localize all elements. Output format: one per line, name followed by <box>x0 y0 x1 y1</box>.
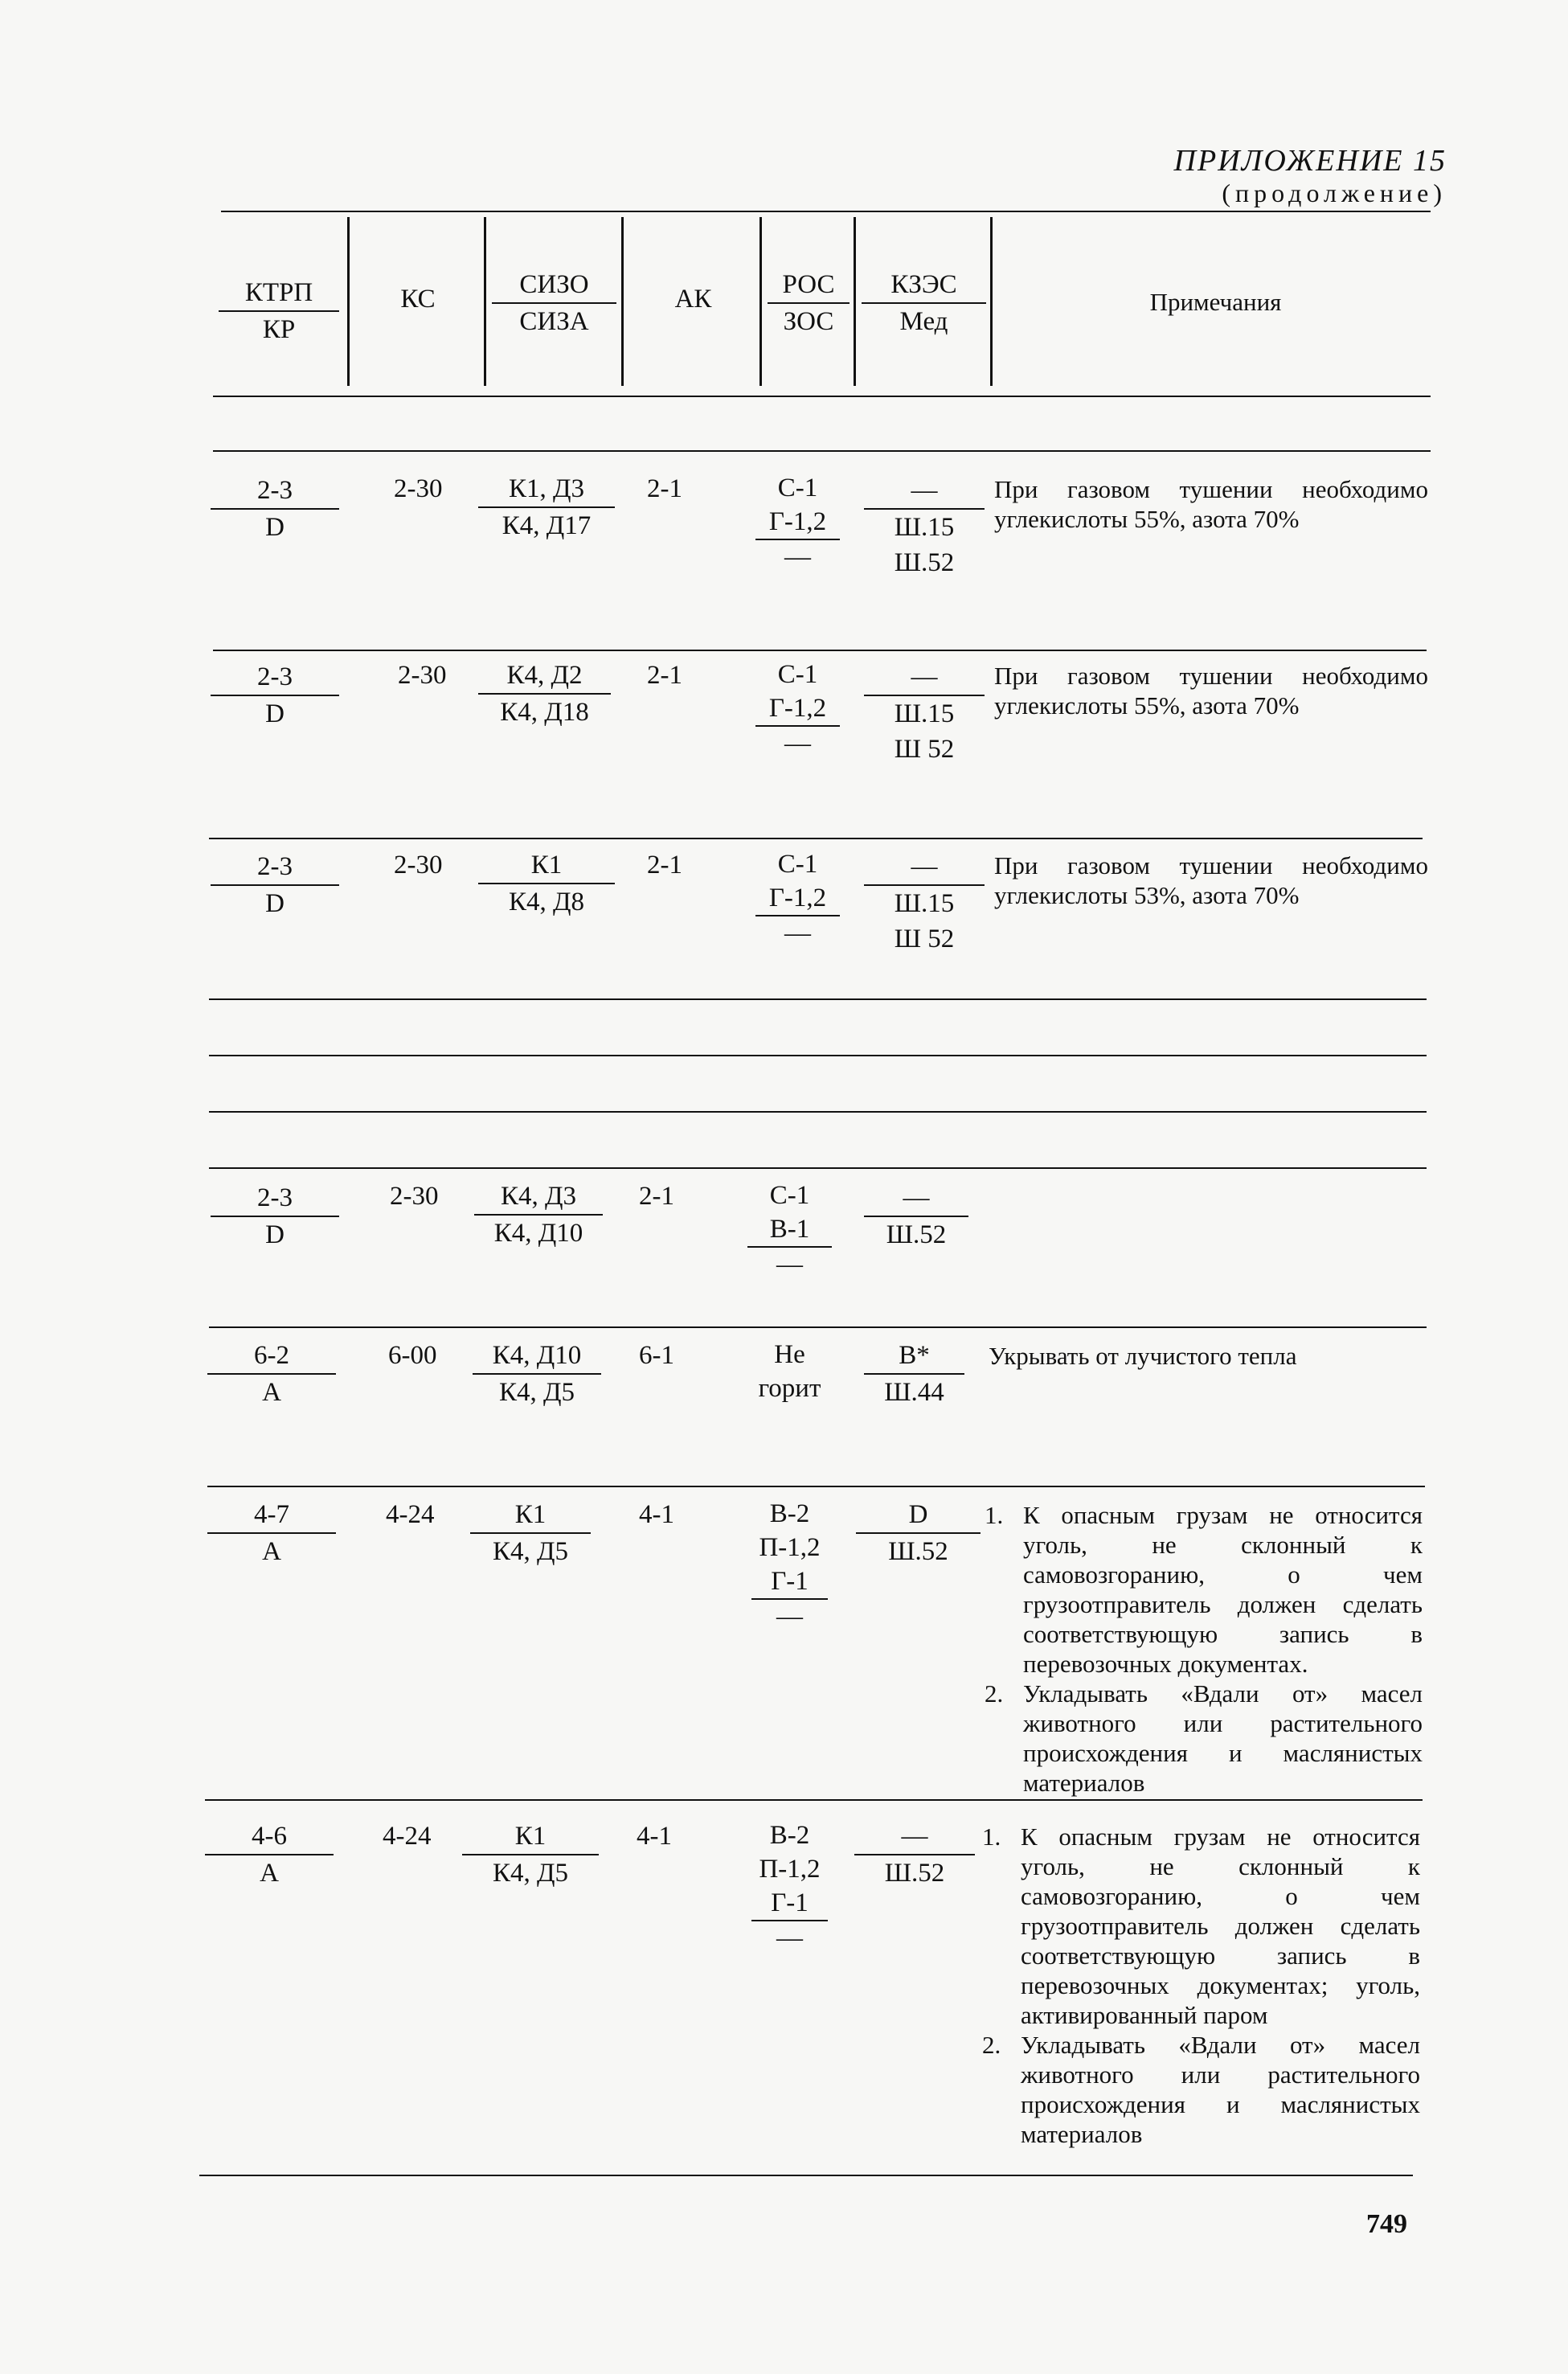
ros-value: С-1 <box>769 1181 810 1210</box>
siza-value: К4, Д5 <box>498 1378 575 1407</box>
ks-cell: 2-30 <box>390 1182 439 1211</box>
siza-value: К4, Д5 <box>492 1537 569 1566</box>
ros-cell <box>755 658 840 761</box>
sizo-label: СИЗО <box>492 267 616 304</box>
med-value: Ш.44 <box>884 1378 944 1407</box>
sizo-value: К1 <box>462 1818 599 1855</box>
ros-extra: — <box>784 729 811 758</box>
ak-cell: 6-1 <box>639 1341 674 1370</box>
row-rule <box>209 1111 1427 1113</box>
ros-value: С-1 <box>777 850 818 879</box>
kr-value: D <box>265 699 285 728</box>
kzes-cell <box>864 473 985 580</box>
kzes-cell <box>864 849 985 957</box>
note-number: 1. <box>985 1501 1004 1529</box>
ak-cell: 4-1 <box>637 1822 672 1851</box>
kzes-label: КЗЭС <box>862 267 986 304</box>
table-top-rule <box>221 211 1431 212</box>
ktrp-cell <box>207 1497 336 1569</box>
ros-extra: — <box>776 1602 803 1631</box>
ks-cell: 2-30 <box>394 851 443 879</box>
kr-value: А <box>262 1378 281 1407</box>
kzes-cell <box>856 1497 981 1569</box>
zos-label: ЗОС <box>783 307 834 336</box>
note-text: Укладывать «Вдали от» масел животного или растительного происхождения и маслянистых материалов <box>1023 1679 1423 1797</box>
ktrp-value: 2-3 <box>211 1180 339 1217</box>
note-number: 2. <box>985 1679 1004 1708</box>
ak-cell: 4-1 <box>639 1500 674 1529</box>
note-item <box>982 1822 1420 2030</box>
kzes-value: — <box>854 1818 975 1855</box>
sizo-value: К4, Д3 <box>474 1179 603 1216</box>
ros-extra: Г-1 <box>751 1564 828 1600</box>
kzes-cell <box>864 1180 968 1253</box>
row-rule <box>209 1055 1427 1056</box>
med-extra: Ш 52 <box>894 735 955 764</box>
ros-cell <box>755 847 840 950</box>
col-divider-3 <box>621 217 624 386</box>
sizo-value: К4, Д10 <box>473 1338 601 1375</box>
ak-cell: 2-1 <box>639 1182 674 1211</box>
kr-value: А <box>260 1859 279 1888</box>
ros-value: Не <box>774 1340 805 1369</box>
sizo-value: К1 <box>470 1497 591 1534</box>
note-item <box>985 1500 1423 1679</box>
kr-label: КР <box>262 315 296 344</box>
col-header-ks: КС <box>400 285 436 314</box>
ktrp-cell <box>207 1338 336 1410</box>
zos-value: В-1 <box>747 1212 832 1248</box>
appendix-subtitle: (продолжение) <box>1222 178 1447 207</box>
note-text: Укладывать «Вдали от» масел животного или растительного происхождения и маслянистых материалов <box>1021 2031 1420 2148</box>
kzes-cell <box>864 659 985 767</box>
zos-value: Г-1,2 <box>755 881 840 916</box>
ros-extra: — <box>784 543 811 572</box>
ktrp-value: 2-3 <box>211 659 339 696</box>
col-divider-1 <box>347 217 350 386</box>
table-bottom-rule <box>199 2175 1413 2176</box>
siza-value: К4, Д8 <box>508 888 585 916</box>
kr-value: А <box>262 1537 281 1566</box>
kzes-value: — <box>864 659 985 696</box>
med-value: Ш.15 <box>894 513 955 542</box>
sizo-cell <box>478 658 611 730</box>
ros-extra: — <box>776 1250 803 1279</box>
med-value: Ш.52 <box>884 1859 945 1888</box>
med-value: Ш.15 <box>894 889 955 918</box>
ros-cell <box>751 1497 828 1634</box>
col-header-kzes <box>862 267 986 339</box>
row-rule <box>213 450 1431 452</box>
note-text: К опасным грузам не относится уголь, не склонный к самовозгоранию, о чем грузоотправитель должен сделать соответствующую запись в перевозочных документах. <box>1023 1501 1423 1678</box>
zos-value: П-1,2 <box>759 1533 821 1562</box>
med-value: Ш.15 <box>894 699 955 728</box>
col-divider-2 <box>484 217 486 386</box>
table-head-bottom-rule <box>213 396 1431 397</box>
ak-cell: 2-1 <box>647 661 682 690</box>
note-number: 2. <box>982 2031 1001 2059</box>
row-rule <box>209 1167 1427 1169</box>
ktrp-value: 4-7 <box>207 1497 336 1534</box>
kzes-value: — <box>864 473 985 510</box>
col-divider-6 <box>990 217 993 386</box>
col-header-sizo <box>492 267 616 339</box>
appendix-title: ПРИЛОЖЕНИЕ 15 <box>1173 144 1447 178</box>
zos-value: П-1,2 <box>759 1855 821 1884</box>
sizo-cell <box>470 1497 591 1569</box>
ros-label: РОС <box>768 267 850 304</box>
ros-cell <box>755 471 840 574</box>
note-number: 1. <box>982 1823 1001 1851</box>
siza-value: К4, Д17 <box>502 511 592 540</box>
kzes-cell <box>854 1818 975 1891</box>
ros-extra: — <box>776 1924 803 1953</box>
ros-value: С-1 <box>777 474 818 502</box>
kzes-value: — <box>864 849 985 886</box>
kzes-value: В* <box>864 1338 964 1375</box>
sizo-cell <box>474 1179 603 1251</box>
col-header-ros <box>768 267 850 339</box>
sizo-cell <box>478 847 615 920</box>
zos-value: горит <box>758 1374 821 1403</box>
row-rule <box>209 1326 1427 1328</box>
note-item <box>985 1679 1423 1798</box>
ktrp-label: КТРП <box>219 275 339 312</box>
ak-cell: 2-1 <box>647 851 682 879</box>
row-rule <box>209 838 1423 839</box>
ktrp-cell <box>211 1180 339 1253</box>
sizo-cell <box>462 1818 599 1891</box>
row-rule <box>209 998 1427 1000</box>
ks-cell: 4-24 <box>386 1500 435 1529</box>
note-list <box>985 1500 1423 1798</box>
col-header-ktrp <box>219 275 339 347</box>
ros-value: В-2 <box>769 1499 810 1528</box>
siza-value: К4, Д5 <box>492 1859 569 1888</box>
row-rule <box>205 1799 1423 1801</box>
row-rule <box>213 650 1427 651</box>
med-label: Мед <box>899 307 948 336</box>
col-header-ak: АК <box>674 285 712 314</box>
note-item <box>982 2030 1420 2149</box>
note-text: Укрывать от лучистого тепла <box>989 1342 1297 1370</box>
ktrp-cell <box>205 1818 334 1891</box>
siza-label: СИЗА <box>519 307 589 336</box>
sizo-value: К4, Д2 <box>478 658 611 695</box>
ros-cell <box>747 1338 832 1405</box>
kzes-value: — <box>864 1180 968 1217</box>
med-extra: Ш.52 <box>894 548 955 577</box>
col-divider-4 <box>759 217 762 386</box>
page-number: 749 <box>1366 2209 1407 2239</box>
kr-value: D <box>265 1220 285 1249</box>
ros-extra: — <box>784 919 811 948</box>
note-text: При газовом тушении необходимо углекислоты 55%, азота 70% <box>994 662 1428 720</box>
ktrp-cell <box>211 659 339 732</box>
note-list <box>982 1822 1420 2149</box>
col-header-notes: Примечания <box>1149 288 1282 316</box>
kr-value: D <box>265 513 285 542</box>
note-text: К опасным грузам не относится уголь, не склонный к самовозгоранию, о чем грузоотправитель должен сделать соответствующую запись в перевозочных документах; уголь, активированный паром <box>1021 1823 1420 2029</box>
kr-value: D <box>265 889 285 918</box>
ktrp-value: 6-2 <box>207 1338 336 1375</box>
ktrp-value: 2-3 <box>211 849 339 886</box>
ktrp-value: 2-3 <box>211 473 339 510</box>
ak-cell: 2-1 <box>647 474 682 503</box>
ros-cell <box>747 1179 832 1281</box>
med-value: Ш.52 <box>888 1537 948 1566</box>
ks-cell: 2-30 <box>394 474 443 503</box>
kzes-value: D <box>856 1497 981 1534</box>
ktrp-cell <box>211 473 339 545</box>
note-text: При газовом тушении необходимо углекислоты 53%, азота 70% <box>994 851 1428 909</box>
row-rule <box>207 1486 1425 1487</box>
ks-cell: 6-00 <box>388 1341 437 1370</box>
zos-value: Г-1,2 <box>755 691 840 727</box>
sizo-value: К1 <box>478 847 615 884</box>
ros-extra: Г-1 <box>751 1886 828 1921</box>
sizo-value: К1, Д3 <box>478 471 615 508</box>
sizo-cell <box>473 1338 601 1410</box>
ktrp-cell <box>211 849 339 921</box>
ros-value: В-2 <box>769 1821 810 1850</box>
ros-value: С-1 <box>777 660 818 689</box>
siza-value: К4, Д10 <box>493 1219 583 1248</box>
ks-cell: 2-30 <box>398 661 447 690</box>
med-value: Ш.52 <box>886 1220 947 1249</box>
kzes-cell <box>864 1338 964 1410</box>
note-text: При газовом тушении необходимо углекислоты 55%, азота 70% <box>994 475 1428 533</box>
siza-value: К4, Д18 <box>500 698 589 727</box>
sizo-cell <box>478 471 615 543</box>
med-extra: Ш 52 <box>894 925 955 953</box>
ros-cell <box>751 1818 828 1955</box>
ktrp-value: 4-6 <box>205 1818 334 1855</box>
zos-value: Г-1,2 <box>755 505 840 540</box>
ks-cell: 4-24 <box>383 1822 432 1851</box>
col-divider-5 <box>854 217 856 386</box>
